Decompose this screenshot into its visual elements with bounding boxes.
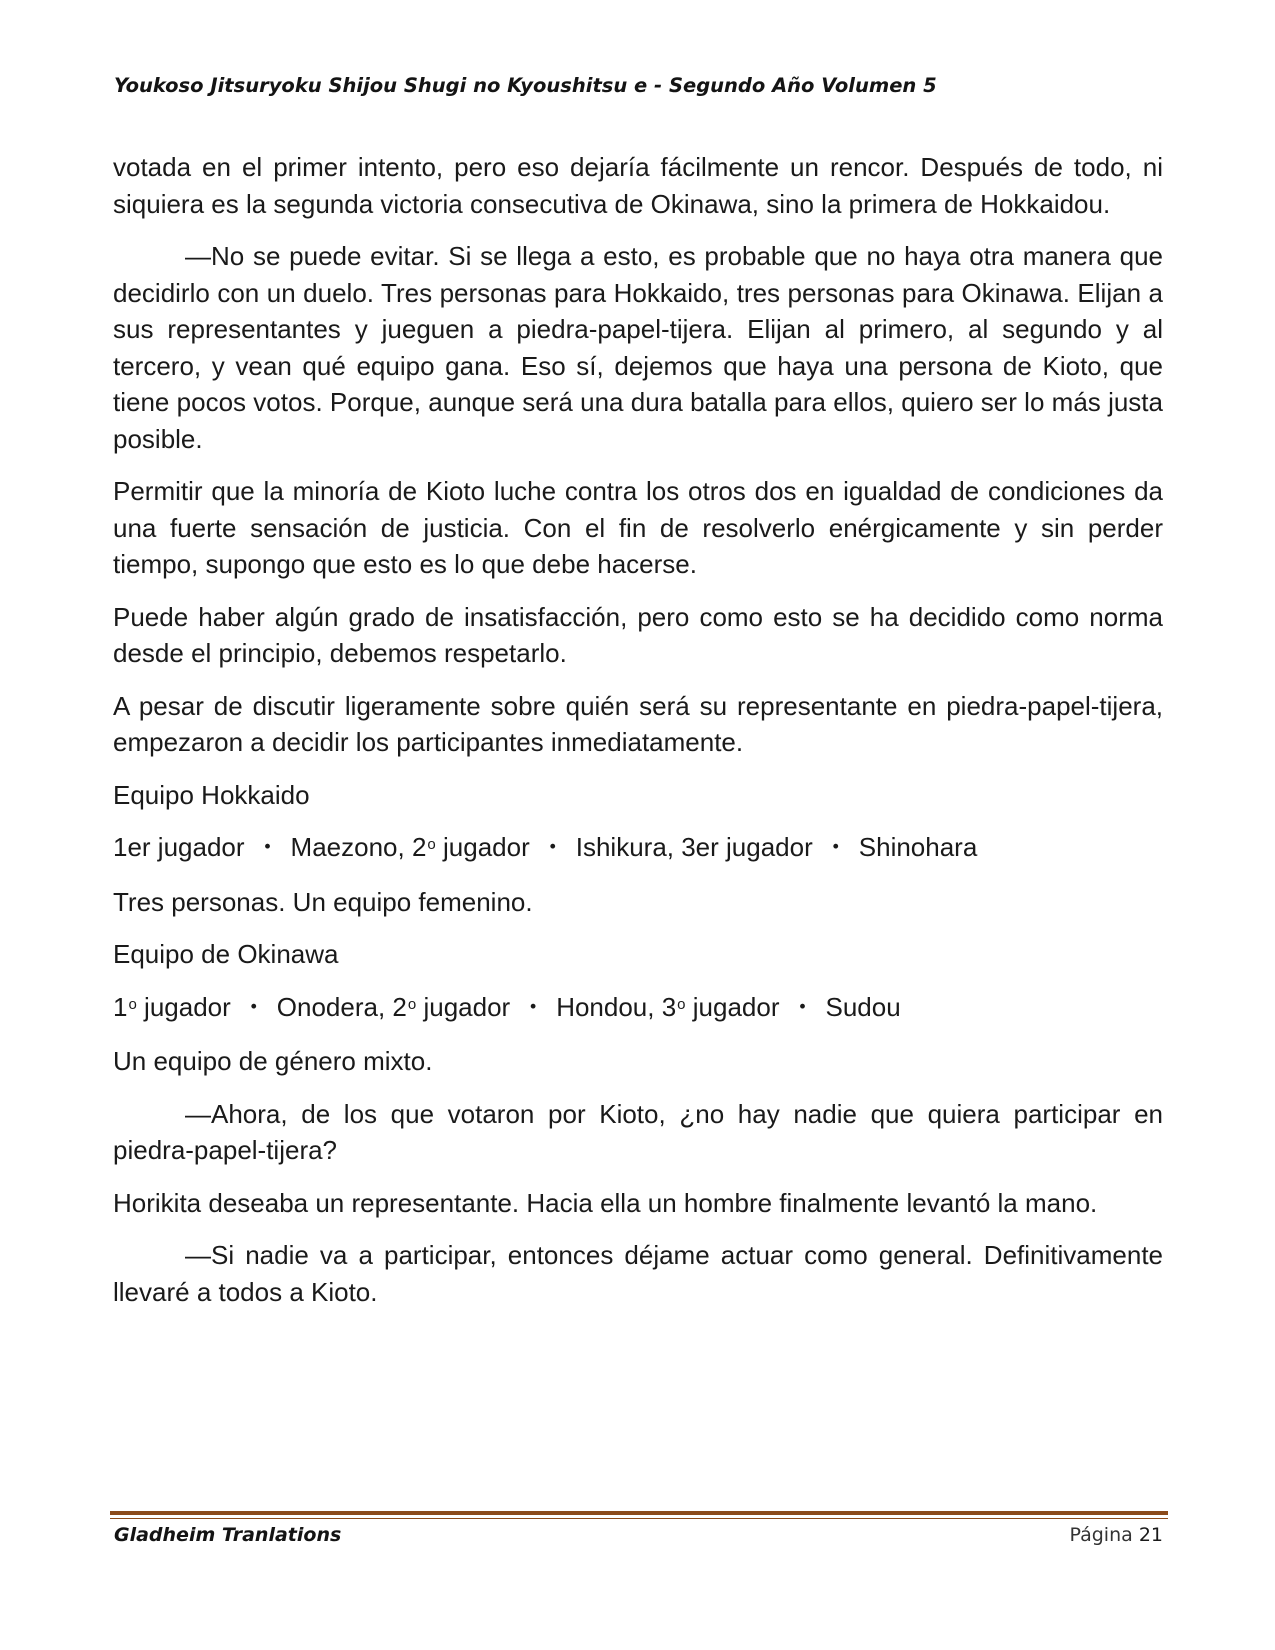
separator-dot: ・	[240, 991, 267, 1022]
page-number	[1069, 1524, 1163, 1546]
paragraph: Un equipo de género mixto.	[113, 1046, 433, 1076]
team-okinawa-heading: Equipo de Okinawa	[113, 939, 339, 969]
roster-text: Ishikura, 3er jugador	[575, 832, 813, 862]
team-hokkaido-roster	[113, 829, 1163, 866]
page-number-value: 21	[1138, 1524, 1163, 1546]
ordinal-mark: o	[128, 995, 137, 1013]
roster-text: jugador	[692, 991, 780, 1022]
roster-text: Hondou, 3	[556, 991, 677, 1022]
team-hokkaido-heading: Equipo Hokkaido	[113, 779, 310, 810]
paragraph: Horikita deseaba un representante. Hacia ella un hombre finalmente levantó la mano.	[113, 1187, 1098, 1218]
page-label: Página	[1069, 1524, 1133, 1546]
roster-text: Sudou	[825, 991, 901, 1022]
roster-text: 1er jugador	[113, 832, 245, 862]
separator-dot: ・	[789, 991, 816, 1022]
page-body	[113, 149, 1163, 1326]
separator-dot: ・	[520, 991, 547, 1022]
separator-dot: ・	[254, 832, 281, 862]
ordinal-mark: o	[407, 995, 417, 1013]
footer-rule-thin	[110, 1518, 1168, 1519]
paragraph: Puede haber algún grado de insatisfacción, pero como esto se ha decidido como norma desde el principio, debemos respetarlo.	[113, 601, 1163, 668]
separator-dot: ・	[822, 832, 849, 862]
paragraph: votada en el primer intento, pero eso dejaría fácilmente un rencor. Después de todo, ni siquiera es la segunda victoria consecutiva de Okinawa, sino la primera de Hokkaidou.	[113, 152, 1163, 219]
ordinal-mark: o	[427, 836, 436, 853]
roster-text: Onodera, 2	[276, 991, 407, 1022]
roster-text: 1	[113, 991, 128, 1022]
paragraph: Tres personas. Un equipo femenino.	[113, 886, 533, 917]
footer-credit: Gladheim Tranlations	[114, 1524, 342, 1546]
separator-dot: ・	[539, 832, 566, 862]
roster-text: Shinohara	[858, 832, 978, 862]
roster-text: jugador	[443, 832, 530, 862]
dialogue-paragraph: —Si nadie va a participar, entonces déjame actuar como general. Definitivamente llevaré a todos a Kioto.	[113, 1240, 1163, 1307]
roster-text: jugador	[144, 991, 231, 1022]
paragraph: Permitir que la minoría de Kioto luche contra los otros dos en igualdad de condiciones da una fuerte sensación de justicia. Con el fin de resolverlo enérgicamente y sin perder tiempo, supongo que esto es lo que debe hacerse.	[113, 476, 1163, 579]
dialogue-paragraph: —Ahora, de los que votaron por Kioto, ¿no hay nadie que quiera participar en piedra-papel-tijera?	[113, 1098, 1163, 1165]
ordinal-mark: o	[677, 995, 686, 1013]
roster-text: Maezono, 2	[290, 832, 427, 862]
paragraph: A pesar de discutir ligeramente sobre quién será su representante en piedra-papel-tijera, empezaron a decidir los participantes inmediatamente.	[113, 690, 1163, 757]
roster-text: jugador	[423, 991, 511, 1022]
running-header: Youkoso Jitsuryoku Shijou Shugi no Kyoushitsu e - Segundo Año Volumen 5	[114, 74, 937, 97]
team-okinawa-roster	[113, 989, 1163, 1026]
footer-rule	[110, 1511, 1168, 1515]
dialogue-paragraph: —No se puede evitar. Si se llega a esto, es probable que no haya otra manera que decidirlo con un duelo. Tres personas para Hokkaido, tres personas para Okinawa. Elijan a sus representantes y jueguen a piedra-papel-tijera. Elijan al primero, al segundo y al tercero, y vean qué equipo gana. Eso sí, dejemos que haya una persona de Kioto, que tiene pocos votos. Porque, aunque será una dura batalla para ellos, quiero ser lo más justa posible.	[113, 241, 1163, 454]
